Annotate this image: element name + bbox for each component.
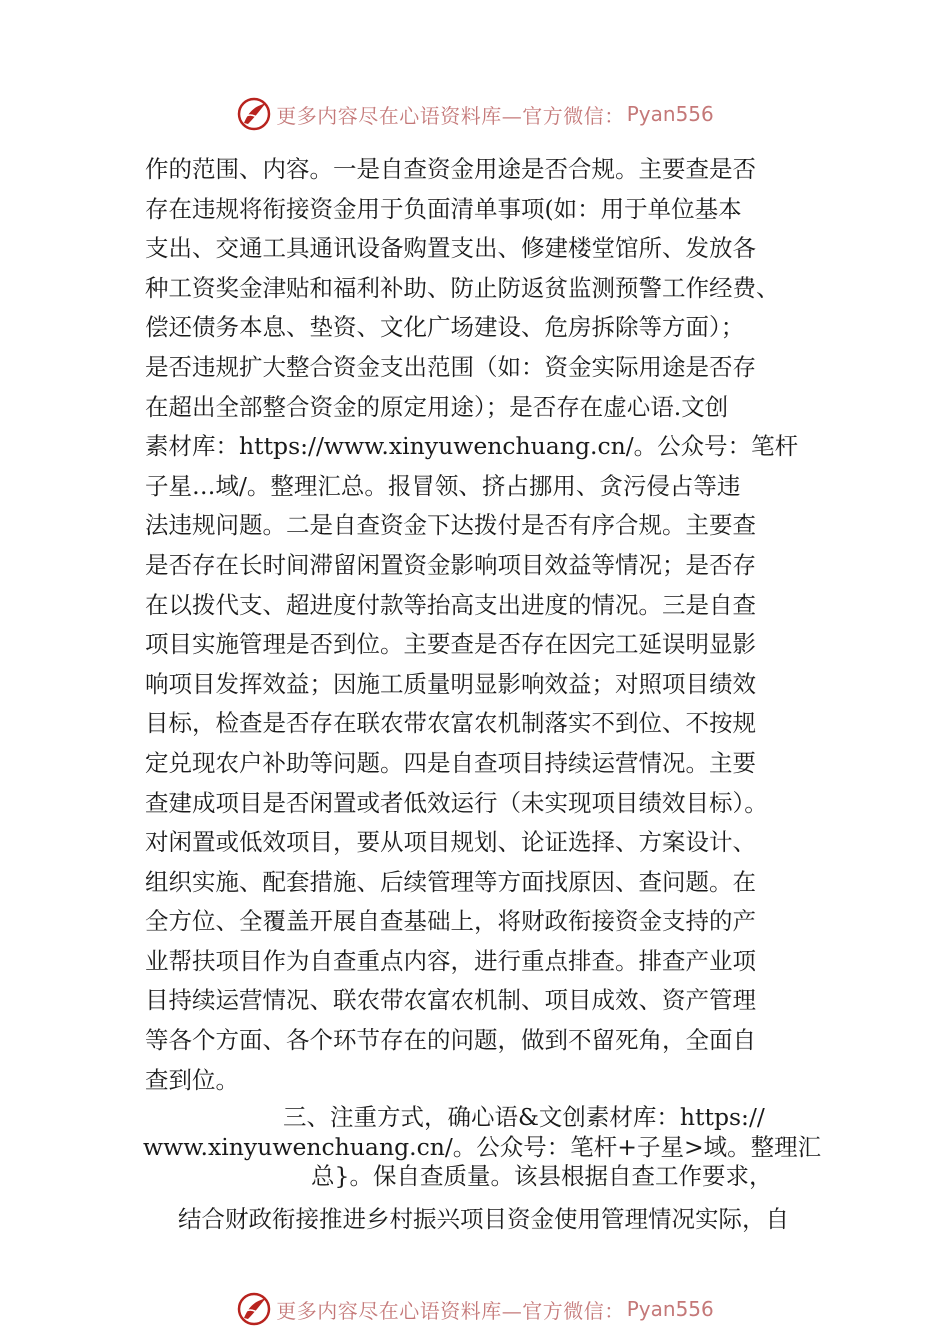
- body-line: 作的范围、内容。一是自查资金用途是否合规。主要查是否: [145, 155, 756, 183]
- body-line: 项目实施管理是否到位。主要查是否存在因完工延误明显影: [145, 630, 756, 659]
- document-body: [145, 150, 825, 1100]
- watermark-wechat-handle: Pyan556: [626, 102, 714, 126]
- body-line: 查建成项目是否闲置或者低效运行（未实现项目绩效目标）。: [145, 788, 768, 817]
- body-line: 在以拨代支、超进度付款等抬高支出进度的情况。三是自查: [145, 590, 756, 619]
- body-line: 对闲置或低效项目，要从项目规划、论证选择、方案设计、: [145, 828, 756, 857]
- body-line: 素材库：https://www.xinyuwenchuang.cn/。公众号：笔杆: [145, 432, 799, 461]
- body-line: 在超出全部整合资金的原定用途）；是否存在虚心语.文创: [145, 392, 729, 421]
- brand-logo-icon: [236, 96, 272, 132]
- body-line: 目持续运营情况、联农带农富农机制、项目成效、资产管理: [145, 986, 756, 1015]
- heading-line: www.xinyuwenchuang.cn/。公众号：笔杆+子星>域。整理汇: [143, 1132, 822, 1161]
- body-line: 组织实施、配套措施、后续管理等方面找原因、查问题。在: [145, 867, 756, 896]
- body-line: 存在违规将衔接资金用于负面清单事项(如：用于单位基本: [145, 194, 742, 223]
- watermark-brand-text: 更多内容尽在心语资料库—官方微信：: [276, 103, 625, 128]
- body-line: 定兑现农户补助等问题。四是自查项目持续运营情况。主要: [145, 748, 756, 777]
- body-line: 子星…域/。整理汇总。报冒领、挤占挪用、贪污侵占等违: [145, 471, 741, 500]
- body-line: 法违规问题。二是自查资金下达拨付是否有序合规。主要查: [145, 511, 756, 540]
- section-heading: [145, 1103, 825, 1192]
- body-line: 偿还债务本息、垫资、文化广场建设、危房拆除等方面）；: [145, 313, 745, 342]
- body-line: 查到位。: [145, 1065, 239, 1094]
- body-line: 是否存在长时间滞留闲置资金影响项目效益等情况；是否存: [145, 550, 756, 579]
- header-watermark-banner: [0, 94, 950, 134]
- body-line: 目标，检查是否存在联农带农富农机制落实不到位、不按规: [145, 709, 756, 738]
- paragraph-continuation: 结合财政衔接推进乡村振兴项目资金使用管理情况实际，自: [178, 1205, 789, 1233]
- heading-line: 总}。保自查质量。该县根据自查工作要求，: [311, 1162, 773, 1190]
- watermark-brand-text: 更多内容尽在心语资料库—官方微信：: [276, 1298, 625, 1323]
- body-line: 支出、交通工具通讯设备购置支出、修建楼堂馆所、发放各: [145, 234, 756, 263]
- body-line: 是否违规扩大整合资金支出范围（如：资金实际用途是否存: [145, 352, 756, 381]
- body-line: 全方位、全覆盖开展自查基础上，将财政衔接资金支持的产: [145, 907, 756, 936]
- heading-line: 三、注重方式，确心语&文创素材库：https://: [283, 1103, 765, 1131]
- body-line: 等各个方面、各个环节存在的问题，做到不留死角，全面自: [145, 1026, 756, 1055]
- brand-logo-icon: [236, 1291, 272, 1327]
- body-line: 种工资奖金津贴和福利补助、防止防返贫监测预警工作经费、: [145, 273, 780, 302]
- body-line: 响项目发挥效益；因施工质量明显影响效益；对照项目绩效: [145, 669, 756, 698]
- footer-watermark-banner: [0, 1289, 950, 1329]
- watermark-wechat-handle: Pyan556: [626, 1297, 714, 1321]
- body-line: 业帮扶项目作为自查重点内容，进行重点排查。排查产业项: [145, 946, 756, 975]
